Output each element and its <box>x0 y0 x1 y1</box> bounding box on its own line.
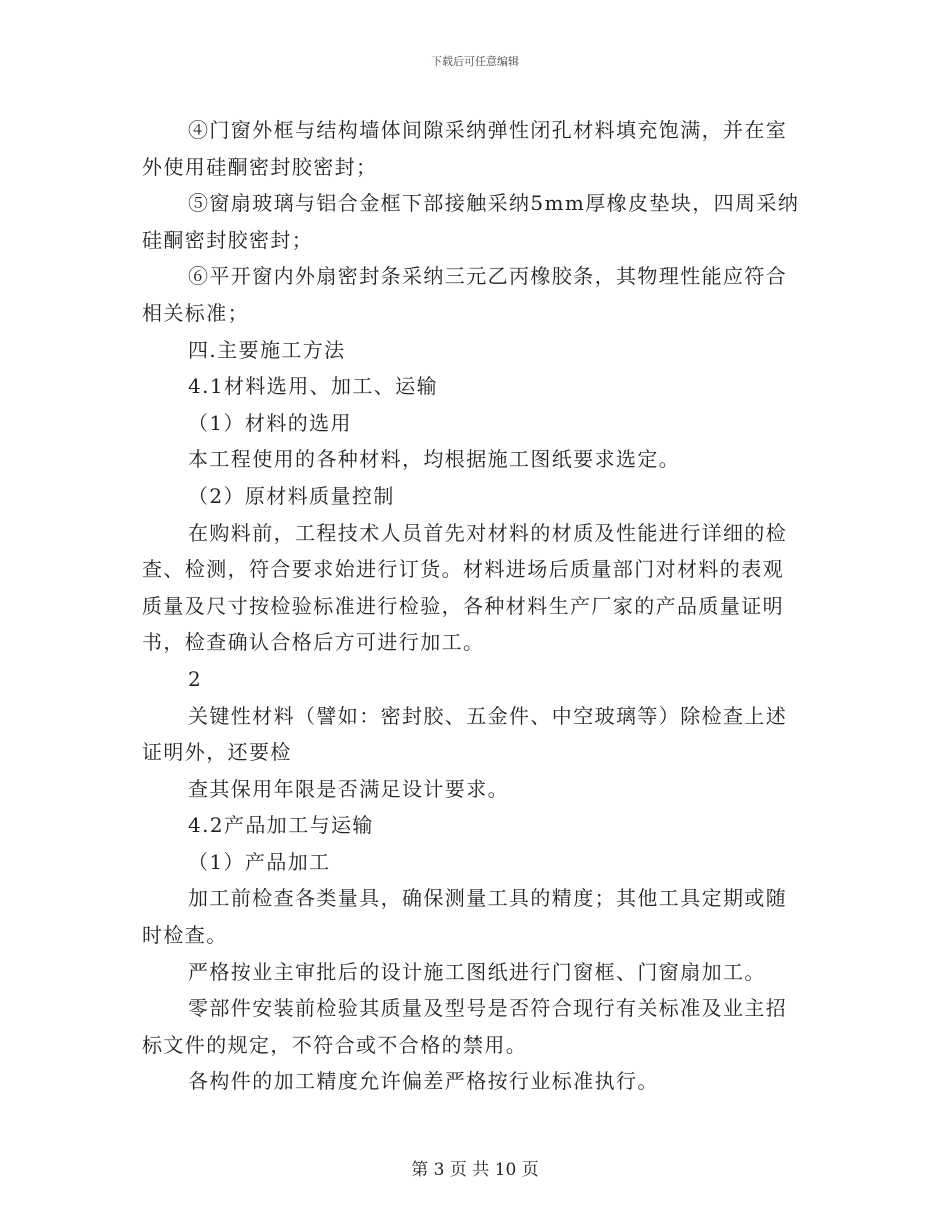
paragraph-line: 各构件的加工精度允许偏差严格按行业标准执行。 <box>188 1069 659 1094</box>
item-heading: （1）材料的选用 <box>188 410 352 435</box>
paragraph-line: 2 <box>188 666 203 691</box>
paragraph-line: ⑤窗扇玻璃与铝合金框下部接触采纳5mm厚橡皮垫块，四周采纳 <box>188 191 800 216</box>
paragraph-line: 证明外，还要检 <box>142 740 292 765</box>
page-header: 下载后可任意编辑 <box>431 55 519 68</box>
paragraph-line: 在购料前，工程技术人员首先对材料的材质及性能进行详细的检 <box>188 520 788 545</box>
paragraph-line: 质量及尺寸按检验标准进行检验，各种材料生产厂家的产品质量证明 <box>142 593 784 618</box>
paragraph-line: 严格按业主审批后的设计施工图纸进行门窗框、门窗扇加工。 <box>188 959 766 984</box>
paragraph-line: 外使用硅酮密封胶密封； <box>142 154 378 179</box>
paragraph-line: 加工前检查各类量具，确保测量工具的精度；其他工具定期或随 <box>188 886 788 911</box>
paragraph-line: 硅酮密封胶密封； <box>142 227 314 252</box>
paragraph-line: 关键性材料（譬如：密封胶、五金件、中空玻璃等）除检查上述 <box>188 703 788 728</box>
paragraph-line: ⑥平开窗内外扇密封条采纳三元乙丙橡胶条，其物理性能应符合 <box>188 264 788 289</box>
paragraph-line: 时检查。 <box>142 923 228 948</box>
subsection-heading: 4.1材料选用、加工、运输 <box>188 374 439 399</box>
page-footer: 第 3 页 共 10 页 <box>411 1160 539 1180</box>
paragraph-line: 本工程使用的各种材料，均根据施工图纸要求选定。 <box>188 447 681 472</box>
section-heading: 四.主要施工方法 <box>188 337 346 362</box>
paragraph-line: 标文件的规定，不符合或不合格的禁用。 <box>142 1032 528 1057</box>
document-body <box>142 112 802 1100</box>
paragraph-line: ④门窗外框与结构墙体间隙采纳弹性闭孔材料填充饱满，并在室 <box>188 118 788 142</box>
item-heading: （2）原材料质量控制 <box>188 483 395 508</box>
paragraph-line: 相关标准； <box>142 300 249 325</box>
paragraph-line: 零部件安装前检验其质量及型号是否符合现行有关标准及业主招 <box>188 996 788 1021</box>
subsection-heading: 4.2产品加工与运输 <box>188 813 374 838</box>
item-heading: （1）产品加工 <box>188 849 331 874</box>
paragraph-line: 查其保用年限是否满足设计要求。 <box>188 776 509 801</box>
paragraph-line: 查、检测，符合要求始进行订货。材料进场后质量部门对材料的表观 <box>142 557 784 582</box>
paragraph-line: 书，检查确认合格后方可进行加工。 <box>142 630 485 655</box>
